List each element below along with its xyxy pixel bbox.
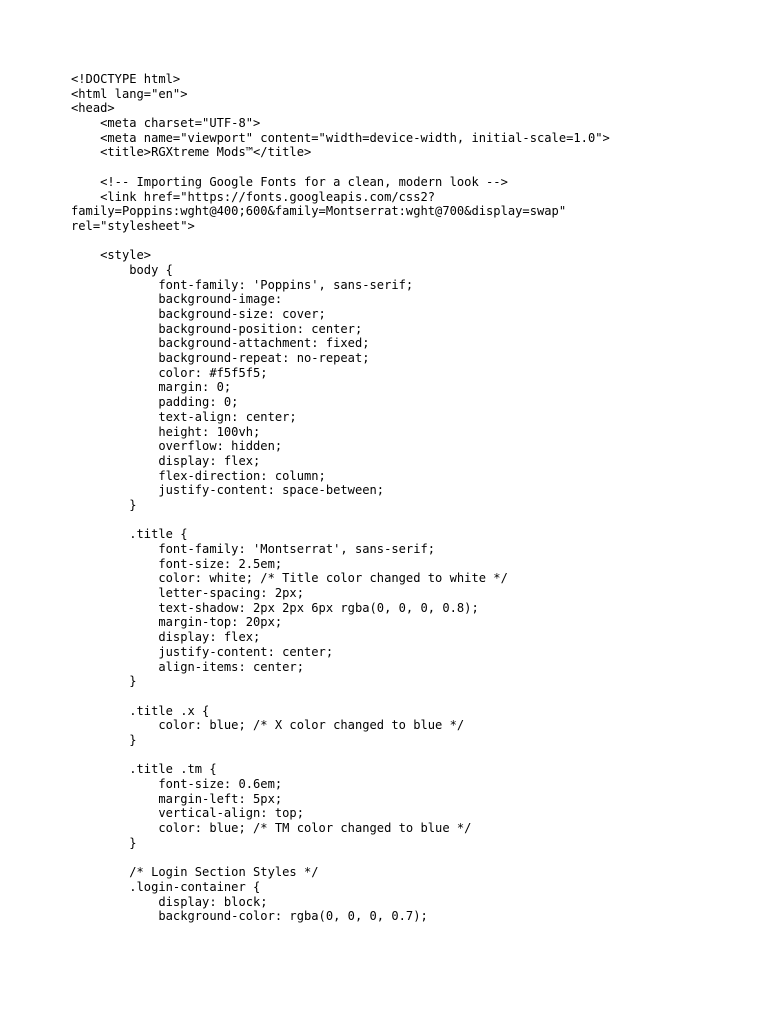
code-line: height: 100vh; xyxy=(71,424,261,439)
code-line: padding: 0; xyxy=(71,395,239,410)
code-line xyxy=(71,513,731,528)
code-line: <head> xyxy=(71,101,115,116)
code-line: justify-content: center; xyxy=(71,644,334,659)
code-line: margin-left: 5px; xyxy=(71,791,283,806)
code-line: .title .x { xyxy=(71,703,210,718)
code-line xyxy=(71,234,731,249)
code-line: family=Poppins:wght@400;600&family=Montserrat:wght@700&display=swap" xyxy=(71,204,567,219)
code-line: background-color: rgba(0, 0, 0, 0.7); xyxy=(71,909,428,924)
code-line: margin-top: 20px; xyxy=(71,615,283,630)
code-line: overflow: hidden; xyxy=(71,439,283,454)
code-line: } xyxy=(71,497,137,512)
code-listing xyxy=(71,72,731,924)
code-line: text-align: center; xyxy=(71,409,297,424)
code-line: <!-- Importing Google Fonts for a clean, modern look --> xyxy=(71,174,508,189)
code-line: background-image: xyxy=(71,292,283,307)
code-line: font-size: 0.6em; xyxy=(71,777,283,791)
code-line: font-family: 'Montserrat', sans-serif; xyxy=(71,542,436,556)
code-line: background-attachment: fixed; xyxy=(71,336,370,351)
code-line xyxy=(71,689,731,704)
code-line: .login-container { xyxy=(71,879,261,894)
code-line: <meta charset="UTF-8"> xyxy=(71,116,261,131)
code-line: .title { xyxy=(71,527,188,542)
code-line: font-size: 2.5em; xyxy=(71,556,283,571)
code-line: display: block; xyxy=(71,894,268,909)
code-line: color: #f5f5f5; xyxy=(71,365,268,380)
code-line: <meta name="viewport" content="width=device-width, initial-scale=1.0"> xyxy=(71,130,610,145)
code-line xyxy=(71,160,731,175)
code-line: margin: 0; xyxy=(71,380,232,395)
code-line: color: blue; /* TM color changed to blue */ xyxy=(71,821,472,836)
code-line: text-shadow: 2px 2px 6px rgba(0, 0, 0, 0.8); xyxy=(71,600,479,615)
code-line: color: blue; /* X color changed to blue */ xyxy=(71,718,465,733)
code-line: flex-direction: column; xyxy=(71,468,326,483)
code-line: rel="stylesheet"> xyxy=(71,218,195,233)
code-line: /* Login Section Styles */ xyxy=(71,865,319,880)
code-line xyxy=(71,850,731,865)
code-line: <html lang="en"> xyxy=(71,86,188,101)
code-line: font-family: 'Poppins', sans-serif; xyxy=(71,277,414,292)
code-line: align-items: center; xyxy=(71,659,304,674)
code-line xyxy=(71,748,731,763)
code-line: letter-spacing: 2px; xyxy=(71,586,304,601)
code-line: justify-content: space-between; xyxy=(71,483,385,498)
code-line: } xyxy=(71,732,137,747)
code-line: color: white; /* Title color changed to white */ xyxy=(71,571,508,586)
code-line: <link href="https://fonts.googleapis.com/css2? xyxy=(71,189,436,204)
code-line: <title>RGXtreme Mods™</title> xyxy=(71,145,312,160)
code-line: vertical-align: top; xyxy=(71,806,304,821)
code-line: } xyxy=(71,835,137,850)
code-line: body { xyxy=(71,262,173,277)
code-line: display: flex; xyxy=(71,630,261,645)
code-line: <!DOCTYPE html> xyxy=(71,72,181,86)
code-line: background-repeat: no-repeat; xyxy=(71,351,370,366)
code-line: background-position: center; xyxy=(71,321,363,336)
code-line: background-size: cover; xyxy=(71,307,326,321)
code-line: display: flex; xyxy=(71,453,261,468)
code-line: } xyxy=(71,674,137,689)
code-line: .title .tm { xyxy=(71,762,217,777)
code-line: <style> xyxy=(71,248,152,263)
